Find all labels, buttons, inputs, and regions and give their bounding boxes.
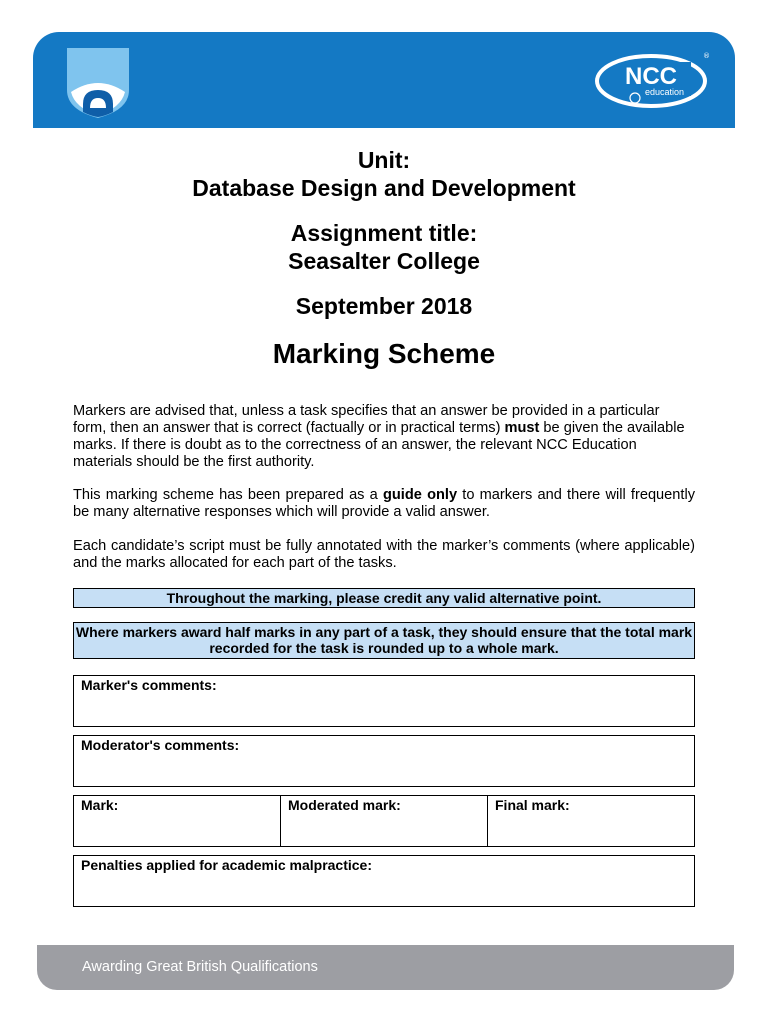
header-banner: [33, 32, 735, 128]
shield-logo-icon: [65, 46, 131, 120]
final-mark-field[interactable]: [488, 796, 694, 846]
ncc-logo-subtext: education: [645, 87, 685, 97]
unit-label: Unit:: [357, 147, 411, 173]
mark-label: Mark:: [81, 797, 119, 813]
svg-text:®: ®: [703, 52, 710, 60]
document-title: Marking Scheme: [272, 338, 496, 369]
half-marks-notice: Where markers award half marks in any part of a task, they should ensure that the total mark recorded for the task is rounded up to a whole mark.: [73, 622, 695, 659]
assignment-label: Assignment title:: [290, 220, 478, 246]
assignment-heading: [0, 219, 768, 275]
unit-heading: [0, 146, 768, 202]
moderator-comments-label: Moderator's comments:: [81, 737, 240, 753]
credit-notice: Throughout the marking, please credit any valid alternative point.: [73, 588, 695, 608]
annotation-paragraph: Each candidate’s script must be fully annotated with the marker’s comments (where applicable) and the marks allocated for each part of the tasks.: [73, 538, 695, 571]
guide-paragraph: This marking scheme has been prepared as a guide only to markers and there will frequently be many alternative responses which will provide a valid answer.: [73, 487, 696, 520]
footer-tagline: Awarding Great British Qualifications: [82, 959, 318, 975]
ncc-education-logo: [593, 48, 713, 114]
ncc-logo-text: NCC: [625, 63, 677, 90]
penalties-box[interactable]: [73, 855, 695, 907]
penalties-label: Penalties applied for academic malpractice:: [81, 857, 373, 873]
intro-paragraph: Markers are advised that, unless a task specifies that an answer be provided in a particular form, then an answer that is correct (factually or in practical terms) must be given the available marks. If there is doubt as to the correctness of an answer, the relevant NCC Education materials should be the first authority.: [73, 403, 685, 470]
unit-name: Database Design and Development: [192, 175, 576, 201]
assignment-name: Seasalter College: [288, 248, 480, 274]
marks-row: [73, 795, 695, 847]
footer-banner: [37, 945, 734, 990]
assignment-date: September 2018: [295, 293, 473, 319]
moderated-mark-field[interactable]: [281, 796, 488, 846]
moderated-mark-label: Moderated mark:: [288, 797, 401, 813]
marker-comments-box[interactable]: [73, 675, 695, 727]
mark-field[interactable]: [74, 796, 281, 846]
moderator-comments-box[interactable]: [73, 735, 695, 787]
marker-comments-label: Marker's comments:: [81, 677, 217, 693]
final-mark-label: Final mark:: [495, 797, 570, 813]
